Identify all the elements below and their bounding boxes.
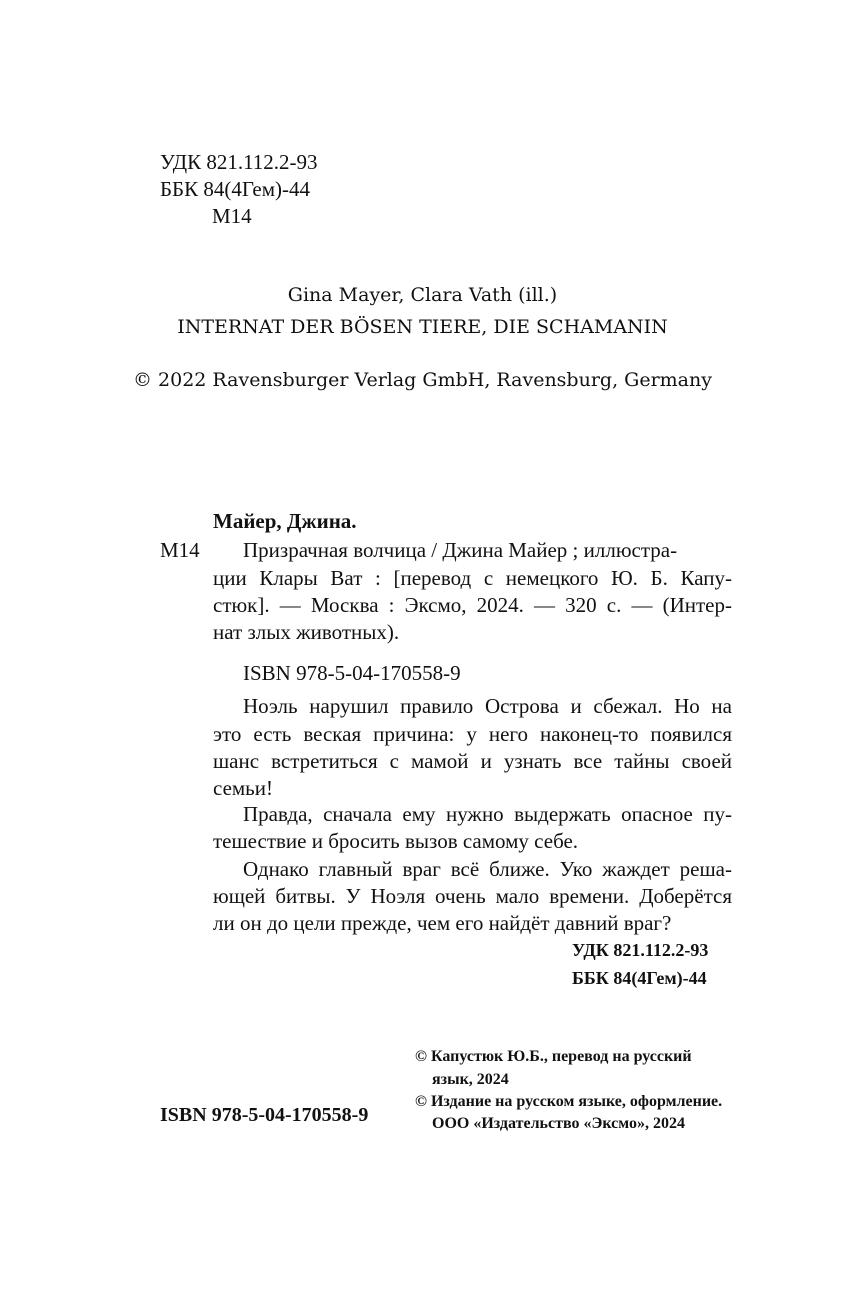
bbk-code: ББК 84(4Гем)-44 xyxy=(160,177,311,201)
footer-isbn: ISBN 978-5-04-170558-9 xyxy=(160,1104,369,1126)
record-line: ции Клары Ват : [перевод с немецкого Ю. Б. Капу- xyxy=(213,566,732,590)
annotation-line: шанс встретиться с мамой и узнать все тайны своей xyxy=(213,749,732,773)
udk-code: УДК 821.112.2-93 xyxy=(160,150,318,174)
record-line: Призрачная волчица / Джина Майер ; иллюстра- xyxy=(243,538,678,562)
record-mark: М14 xyxy=(160,538,200,562)
original-authors: Gina Mayer, Clara Vath (ill.) xyxy=(287,284,558,306)
copyright-translation: © Капустюк Ю.Б., перевод на русский xyxy=(415,1048,692,1065)
udk-code-bold: УДК 821.112.2-93 xyxy=(572,940,709,960)
copyright-publisher: ООО «Издательство «Эксмо», 2024 xyxy=(432,1115,685,1132)
annotation-line: Правда, сначала ему нужно выдержать опасное пу- xyxy=(243,802,732,826)
annotation-line: ющей битвы. У Ноэля очень мало времени. Доберётся xyxy=(213,884,732,908)
record-isbn: ISBN 978-5-04-170558-9 xyxy=(243,661,461,685)
bbk-code-bold: ББК 84(4Гем)-44 xyxy=(572,968,707,988)
record-line: стюк]. — Москва : Эксмо, 2024. — 320 с. — (Интер- xyxy=(213,593,732,617)
annotation-line: это есть веская причина: у него наконец-то появился xyxy=(213,722,732,746)
annotation-line: Однако главный враг всё ближе. Уко жаждет реша- xyxy=(243,857,732,881)
annotation-line: ли он до цели прежде, чем его найдёт давний враг? xyxy=(213,911,672,935)
annotation-line: Ноэль нарушил правило Острова и сбежал. Но на xyxy=(243,694,732,718)
original-title: INTERNAT DER BÖSEN TIERE, DIE SCHAMANIN xyxy=(177,316,668,338)
annotation-line: семьи! xyxy=(213,776,273,800)
annotation-line: тешествие и бросить вызов самому себе. xyxy=(213,829,579,853)
copyright-translation-year: язык, 2024 xyxy=(432,1071,509,1088)
record-line: нат злых животных). xyxy=(213,620,400,644)
copyright-edition: © Издание на русском языке, оформление. xyxy=(415,1093,723,1110)
record-author: Майер, Джина. xyxy=(213,509,357,533)
original-copyright: © 2022 Ravensburger Verlag GmbH, Ravensburg, Germany xyxy=(133,369,712,391)
author-mark: М14 xyxy=(212,204,252,228)
